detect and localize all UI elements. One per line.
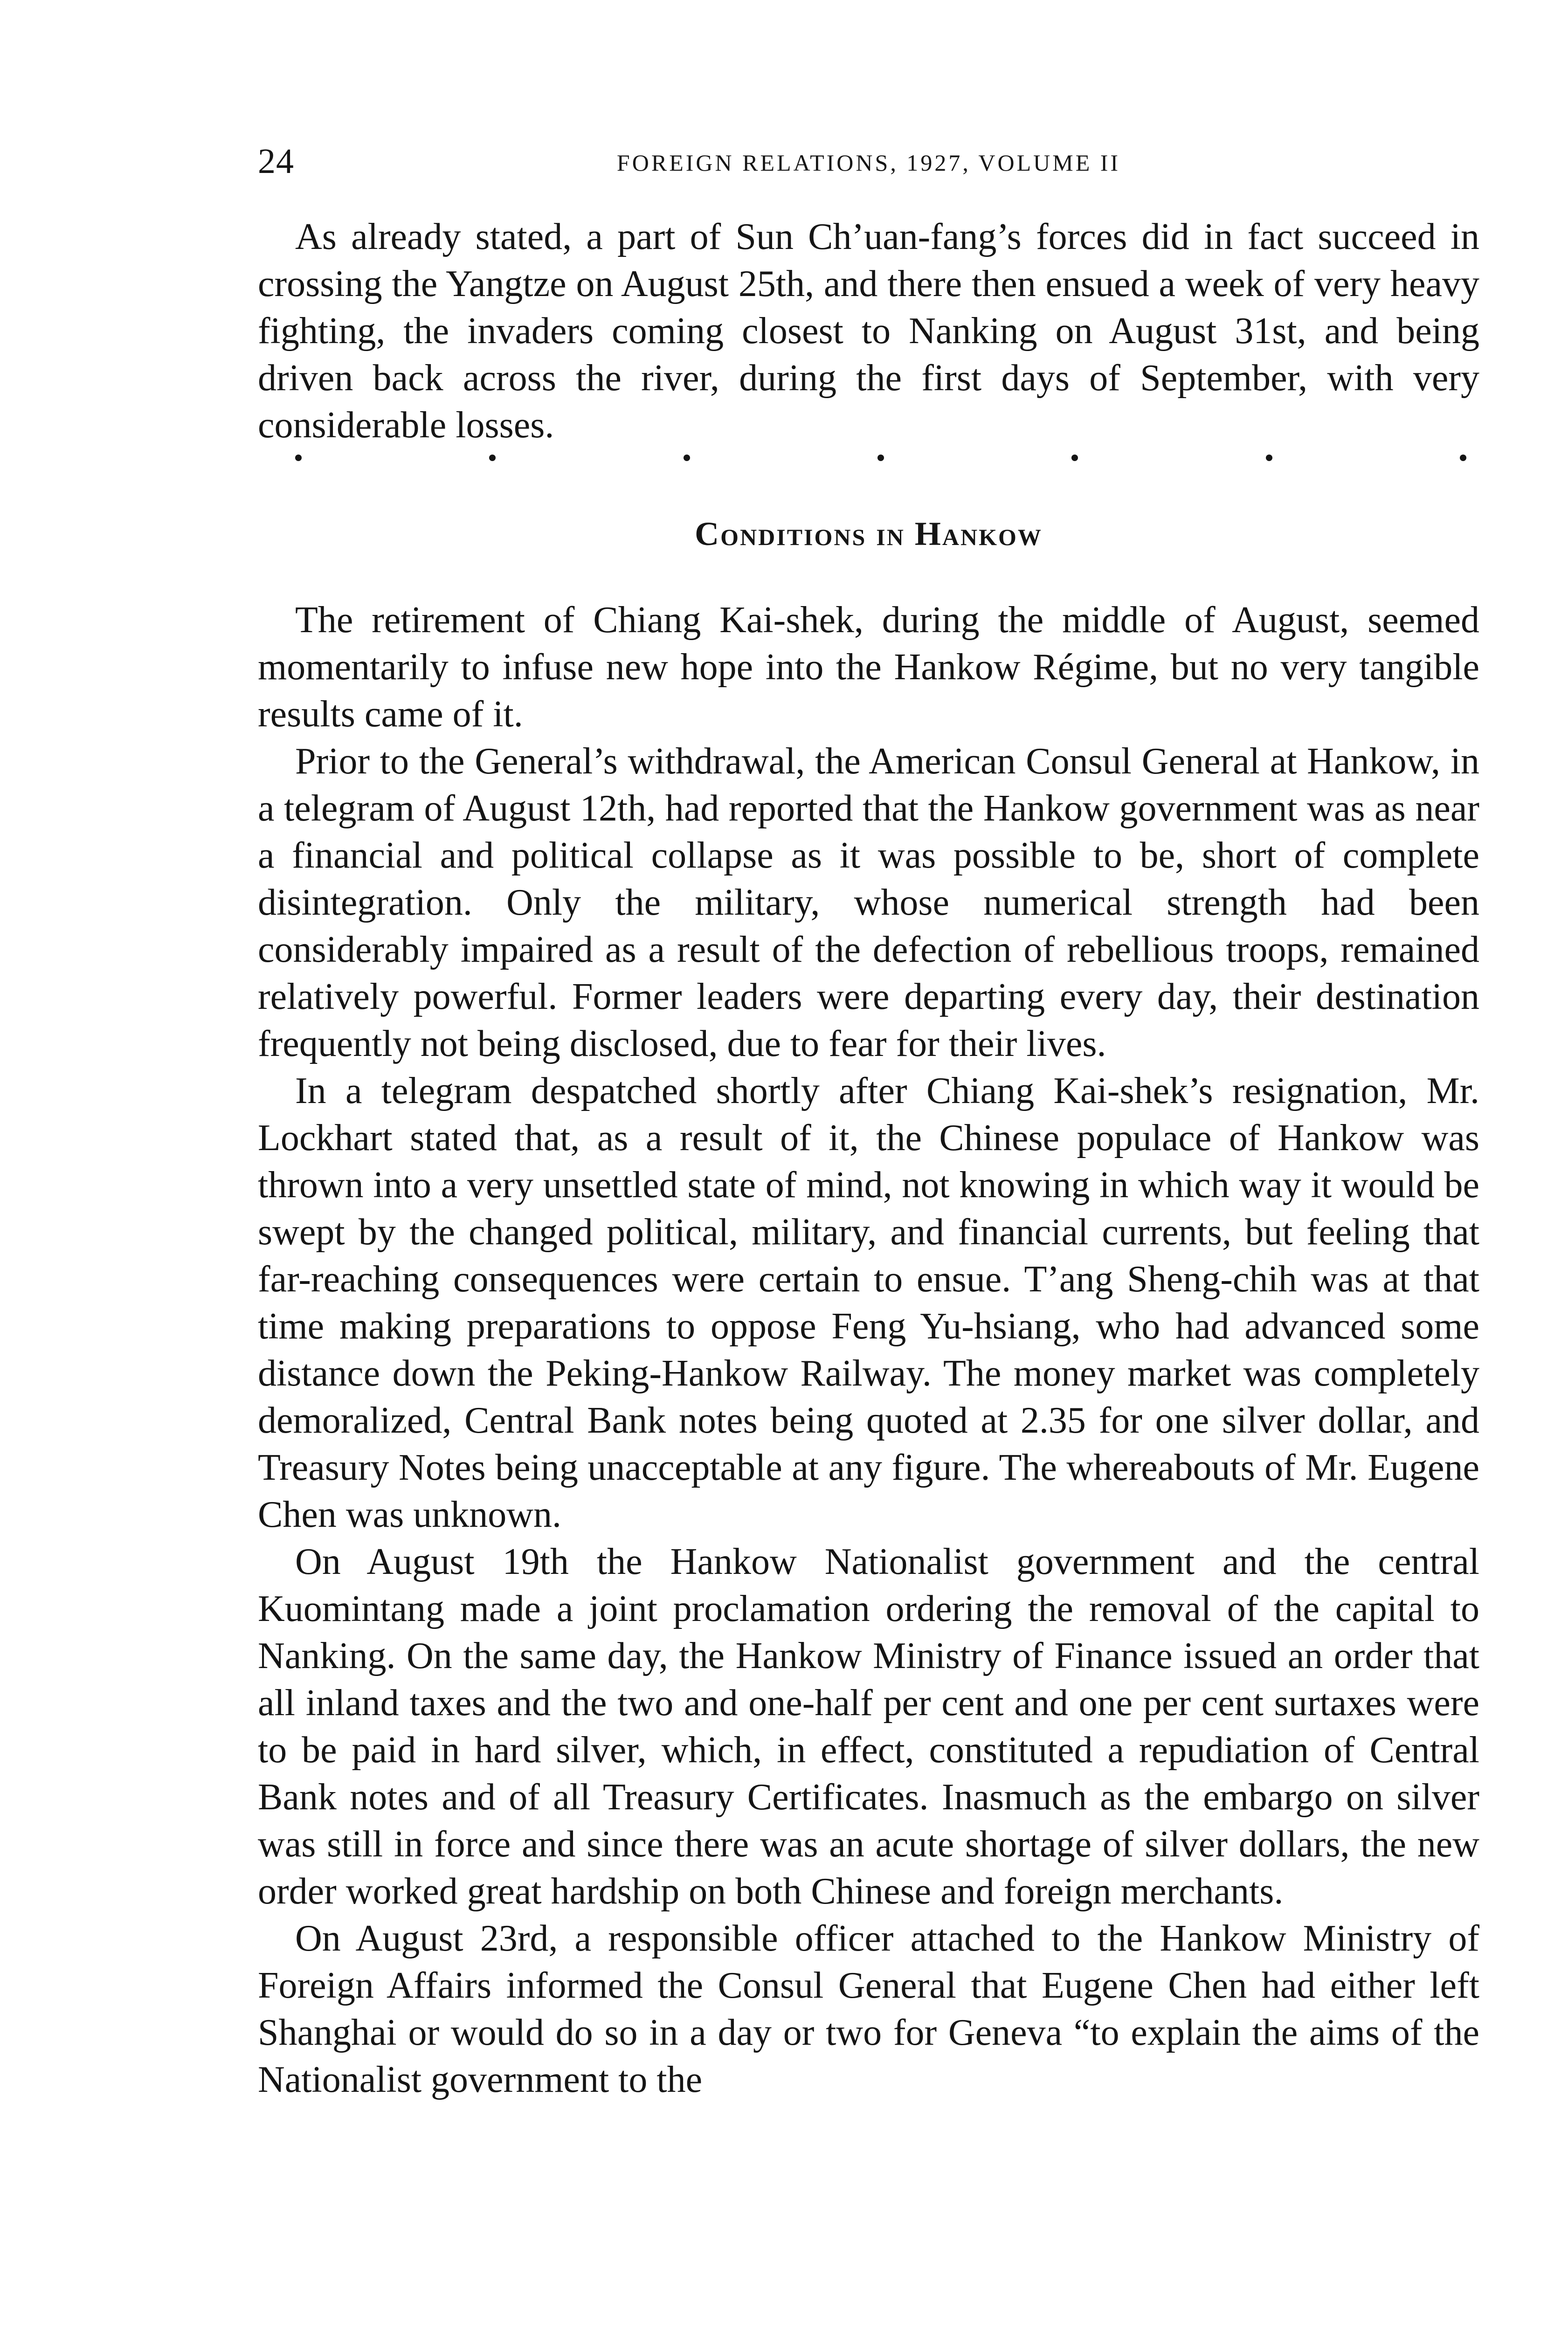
ellipsis-dot xyxy=(684,455,690,461)
paragraph-retirement: The retirement of Chiang Kai-shek, during the middle of August, seemed momentarily to infuse new hope into the Hankow Régime, but no very tangible results came of it. xyxy=(258,600,1479,735)
section-heading: Conditions in Hankow xyxy=(695,515,1043,552)
paragraph-resignation-telegram: In a telegram despatched shortly after Chiang Kai-shek’s resignation, Mr. Lockhart stated that, as a result of it, the Chinese populace of Hankow was thrown into a very unsettled state of mind, not knowing in which way it would be swept by the changed political, military, and financial currents, but feeling that far-reaching consequences were certain to ensue. T’ang Sheng-chih was at that time making preparations to oppose Feng Yu-hsiang, who had advanced some distance down the Peking-Hankow Railway. The money market was completely demoralized, Central Bank notes being quoted at 2.35 for one silver dollar, and Treasury Notes being unacceptable at any figure. The whereabouts of Mr. Eugene Chen was unknown. xyxy=(258,1070,1479,1535)
paragraph-capital-removal: On August 19th the Hankow Nationalist government and the central Kuomintang made a joint proclamation ordering the removal of the capital to Nanking. On the same day, the Hankow Ministry of Finance issued an order that all inland taxes and the two and one-half per cent and one per cent surtaxes were to be paid in hard silver, which, in effect, constituted a repudiation of Central Bank notes and of all Treasury Certificates. Inasmuch as the embargo on silver was still in force and since there was an acute shortage of silver dollars, the new order worked great hardship on both Chinese and foreign merchants. xyxy=(258,1541,1479,1912)
ellipsis-dot xyxy=(1460,455,1466,461)
page-header xyxy=(258,138,1479,189)
ellipsis-dot xyxy=(1071,455,1078,461)
paragraph-withdrawal: Prior to the General’s withdrawal, the American Consul General at Hankow, in a telegram of August 12th, had reported that the Hankow government was as near a financial and political collapse as it was possible to be, short of complete disintegration. Only the military, whose numerical strength had been considerably impaired as a result of the defection of rebellious troops, remained relatively powerful. Former leaders were departing every day, their destination frequently not being disclosed, due to fear for their lives. xyxy=(258,741,1479,1064)
ellipsis-dot xyxy=(1266,455,1272,461)
paragraph-eugene-chen: On August 23rd, a responsible officer attached to the Hankow Ministry of Foreign Affairs informed the Consul General that Eugene Chen had either left Shanghai or would do so in a day or two for Geneva “to explain the aims of the Nationalist government to the xyxy=(258,1918,1479,2100)
running-head: FOREIGN RELATIONS, 1927, VOLUME II xyxy=(616,150,1121,176)
body-text xyxy=(258,214,1479,2103)
omission-ellipsis xyxy=(258,446,1479,474)
ellipsis-dot xyxy=(877,455,884,461)
ellipsis-dot xyxy=(489,455,496,461)
ellipsis-dot xyxy=(295,455,302,461)
page-number: 24 xyxy=(258,142,294,181)
paragraph-crossing-yangtze: As already stated, a part of Sun Ch’uan-fang’s forces did in fact succeed in crossing the Yangtze on August 25th, and there then ensued a week of very heavy fighting, the invaders coming closest to Nanking on August 31st, and being driven back across the river, during the first days of September, with very considerable losses. xyxy=(258,216,1479,446)
